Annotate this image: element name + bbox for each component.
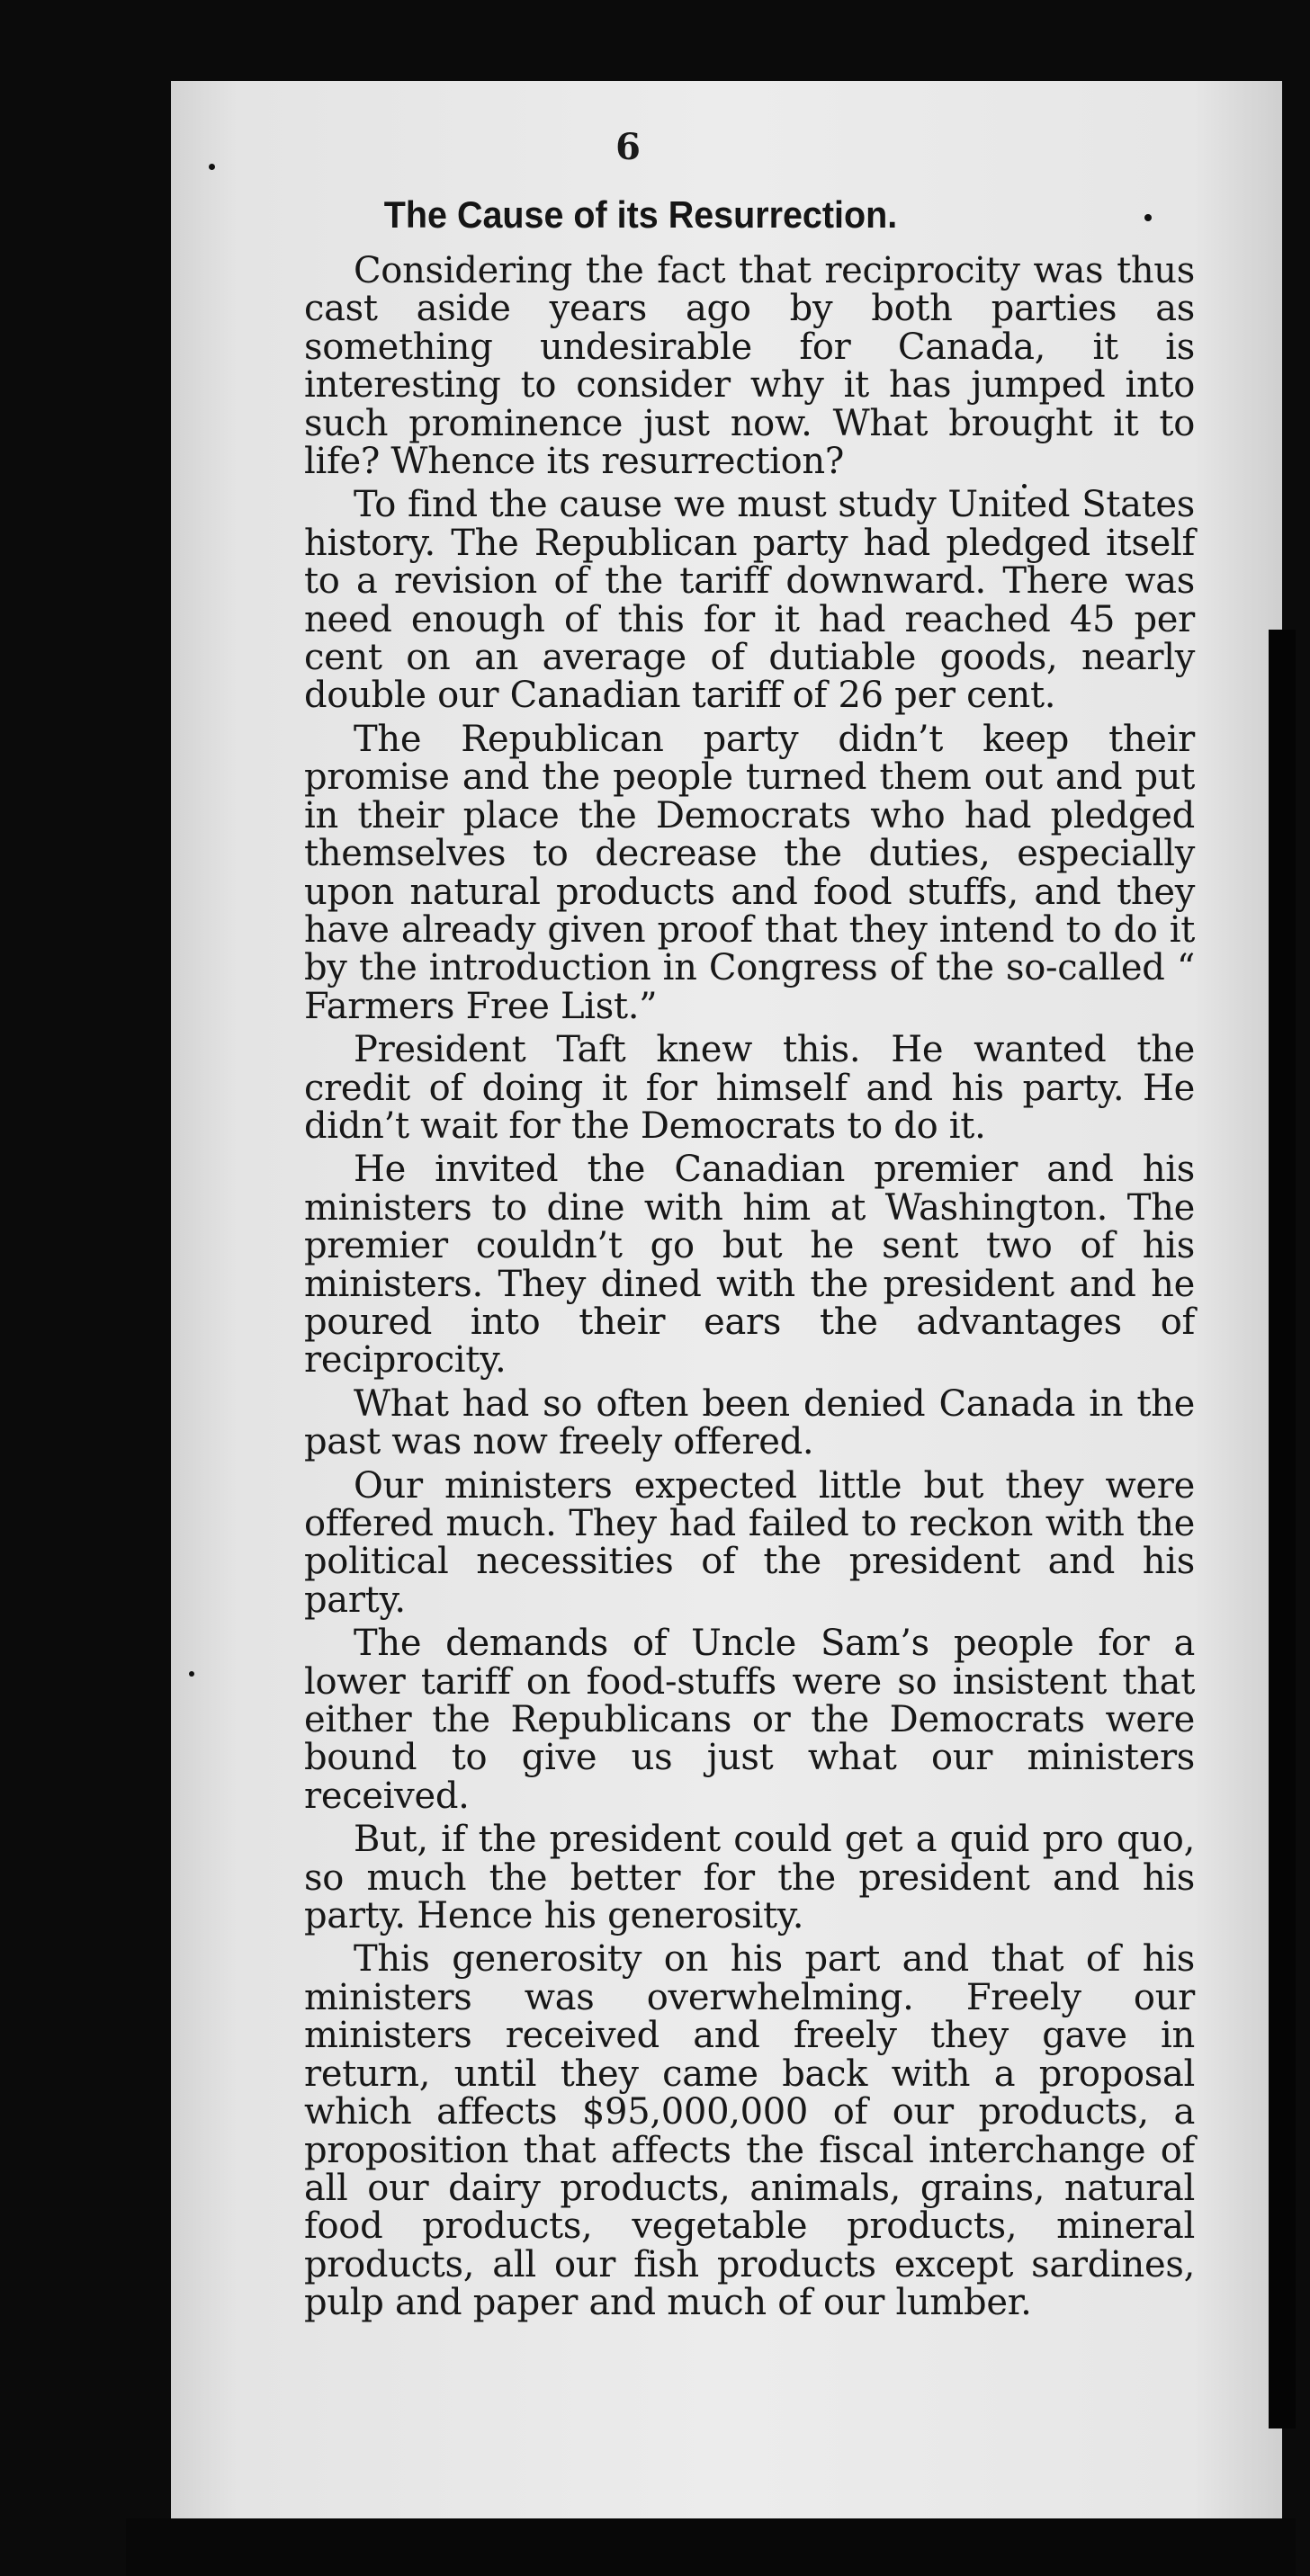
paragraph: But, if the president could get a quid pro quo, so much the better for the president and his party. Hence his generosity. (304, 1819, 1195, 1937)
section-heading: The Cause of its Resurrection. (383, 193, 898, 236)
paragraph: What had so often been denied Canada in the past was now freely offered. (304, 1382, 1195, 1463)
paragraph: This generosity on his part and that of his ministers was overwhelming. Freely our ministers received and freely they gave in return, until they came back with a proposal which affects $95,000,000 of our products, a proposition that affects the fiscal interchange of all our dairy products, animals, grains, natural food products, vegetable products, mineral products, all our fish products except sardines, pulp and paper and much of our lumber. (304, 1938, 1195, 2324)
paragraph: The Republican party didn’t keep their promise and the people turned them out and put in their place the Democrats who had pledged themselves to decrease the duties, especially upon natural products and food stuffs, and they have already given proof that they intend to do it by the introduction in Congress of the so-called “ Farmers Free List.” (304, 718, 1195, 1027)
page-number: 6 (615, 126, 641, 168)
scan-edge-shadow (1269, 630, 1296, 2428)
paragraph: He invited the Canadian premier and his ministers to dine with him at Washington. The premier couldn’t go but he sent two of his ministers. They dined with the president and he poured into their ears the advantages of reciprocity. (304, 1149, 1195, 1382)
paragraph: Our ministers expected little but they were offered much. They had failed to reckon with the political necessities of the president and his party. (304, 1464, 1195, 1621)
paragraph: President Taft knew this. He wanted the credit of doing it for himself and his party. He didn’t wait for the Democrats to do it. (304, 1029, 1195, 1147)
body-text (304, 252, 1195, 2328)
paragraph: To find the cause we must study United States history. The Republican party had pledged itself to a revision of the tariff downward. There was need enough of this for it had reached 45 per cent on an average of dutiable goods, nearly double our Canadian tariff of 26 per cent. (304, 484, 1195, 717)
dust-speck (189, 1671, 194, 1677)
paragraph: The demands of Uncle Sam’s people for a lower tariff on food-stuffs were so insistent that either the Republicans or the Democrats were bound to give us just what our ministers received. (304, 1623, 1195, 1817)
paragraph: Considering the fact that reciprocity was thus cast aside years ago by both parties as something undesirable for Canada, it is interesting to consider why it has jumped into such prominence just now. What brought it to life? Whence its resurrection? (304, 250, 1195, 483)
scan-bottom-shadow (126, 2518, 1296, 2576)
